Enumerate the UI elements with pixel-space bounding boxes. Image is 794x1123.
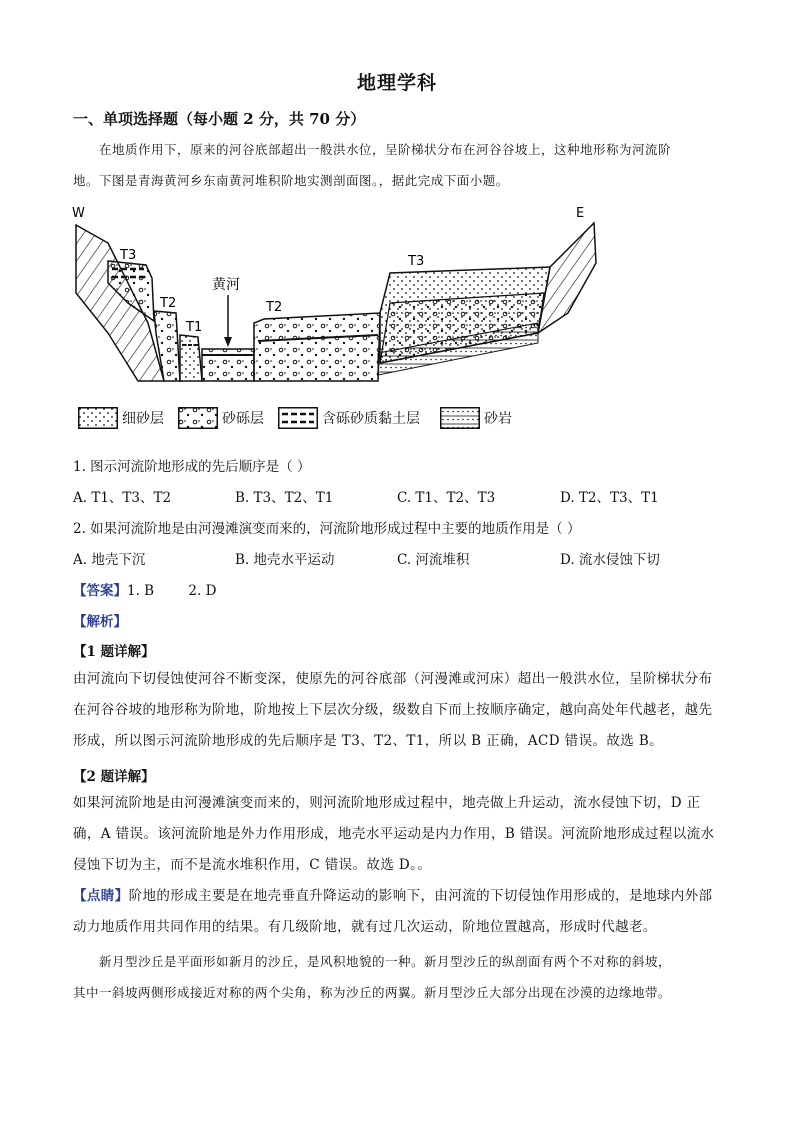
intro-paragraph (73, 134, 733, 196)
detail-line: 在河谷谷坡的地形称为阶地，阶地按上下层次分级，级数自下而上按顺序确定，越向高处年代越老，越先 (73, 702, 713, 718)
river-channel (202, 349, 254, 381)
option-d: D. 流水侵蚀下切 (560, 552, 660, 568)
page-title: 地理学科 (356, 72, 437, 94)
section-heading: 一、单项选择题（每小题 2 分，共 70 分） (73, 110, 366, 128)
detail-line: 确，A 错误。该河流阶地是外力作用形成，地壳水平运动是内力作用，B 错误。河流阶地形成过程以流水 (73, 826, 715, 842)
detail-line: 侵蚀下切为主，而不是流水堆积作用，C 错误。故选 D。。 (73, 857, 432, 873)
outro-line: 其中一斜坡两侧形成接近对称的两个尖角，称为沙丘的两翼。新月型沙丘大部分出现在沙漠的边缘地带。 (73, 985, 672, 1000)
option-b: B. T3、T2、T1 (235, 490, 334, 506)
t1-deposit (180, 335, 202, 381)
option-a: A. 地壳下沉 (73, 552, 146, 568)
detail-1-body (73, 664, 733, 757)
detail-1-tag: 【1 题详解】 (73, 644, 155, 660)
option-d: D. T2、T3、T1 (560, 490, 659, 506)
outro-line: 新月型沙丘是平面形如新月的沙丘，是风积地貌的一种。新月型沙丘的纵剖面有两个不对称的斜坡， (99, 954, 672, 969)
tip-line: 动力地质作用共同作用的结果。有几级阶地，就有过几次运动，阶地位置越高，形成时代越老。 (73, 919, 657, 935)
clay-swatch-icon (278, 407, 318, 429)
legend-label: 砂岩 (484, 411, 512, 427)
tip-text: 阶地的形成主要是在地壳垂直升降运动的影响下，由河流的下切侵蚀作用形成的，是地球内外部 (128, 888, 713, 904)
detail-2-heading (73, 765, 155, 785)
answer-text: 1. B 2. D (127, 583, 217, 599)
label-yellow-river: 黄河 (212, 277, 240, 293)
tip-tag: 【点睛】 (73, 888, 129, 904)
option-b: B. 地壳水平运动 (235, 552, 335, 568)
gravel-swatch-icon (178, 407, 218, 429)
analysis-tag: 【解析】 (73, 614, 127, 630)
legend-gravel (178, 404, 264, 432)
tip-line (73, 881, 733, 912)
east-label: E (576, 206, 585, 221)
intro-line: 在地质作用下，原来的河谷底部超出一般洪水位，呈阶梯状分布在河谷谷坡上，这种地形称为河流阶 (99, 142, 672, 157)
question-1-stem: 1. 图示河流阶地形成的先后顺序是（ ） (73, 459, 311, 475)
detail-1-heading (73, 640, 155, 660)
analysis-tag-line (73, 610, 127, 630)
right-t2-deposit (254, 313, 380, 381)
figure-legend (78, 404, 538, 432)
label-t2-right: T2 (266, 300, 283, 315)
detail-line: 形成，所以图示河流阶地形成的先后顺序是 T3、T2、T1，所以 B 正确，ACD 错误。故选 B。 (73, 733, 664, 749)
terrace-cross-section-figure (68, 203, 608, 393)
label-t2-left: T2 (160, 296, 177, 311)
legend-clay (278, 404, 420, 432)
detail-2-tag: 【2 题详解】 (73, 769, 155, 785)
detail-line: 由河流向下切侵蚀使河谷不断变深，使原先的河谷底部（河漫滩或河床）超出一般洪水位，呈阶梯状分布 (73, 671, 713, 687)
option-c: C. T1、T2、T3 (397, 490, 496, 506)
label-t1: T1 (186, 320, 203, 335)
detail-line: 如果河流阶地是由河漫滩演变而来的，则河流阶地形成过程中，地壳做上升运动，流水侵蚀下切，D 正 (73, 795, 701, 811)
legend-label: 含砾砂质黏土层 (322, 411, 420, 427)
sandstone-swatch-icon (440, 407, 480, 429)
outro-paragraph (73, 946, 733, 1008)
label-t3-left: T3 (120, 248, 137, 263)
legend-sandstone (440, 404, 512, 432)
legend-fine-sand (78, 404, 164, 432)
fine-sand-swatch-icon (78, 407, 118, 429)
legend-label: 砂砾层 (222, 411, 264, 427)
west-label: W (72, 206, 85, 221)
detail-2-body (73, 788, 733, 881)
question-2-stem: 2. 如果河流阶地是由河漫滩演变而来的，河流阶地形成过程中主要的地质作用是（ ） (73, 521, 581, 537)
intro-line: 地。下图是青海黄河乡东南黄河堆积阶地实测剖面图。，据此完成下面小题。 (73, 173, 509, 188)
answer-line (73, 579, 216, 599)
legend-label: 细砂层 (122, 411, 164, 427)
tip-body (73, 881, 733, 943)
answer-tag: 【答案】 (73, 583, 127, 599)
label-t3-right: T3 (408, 254, 425, 269)
option-c: C. 河流堆积 (397, 552, 470, 568)
option-a: A. T1、T3、T2 (73, 490, 172, 506)
